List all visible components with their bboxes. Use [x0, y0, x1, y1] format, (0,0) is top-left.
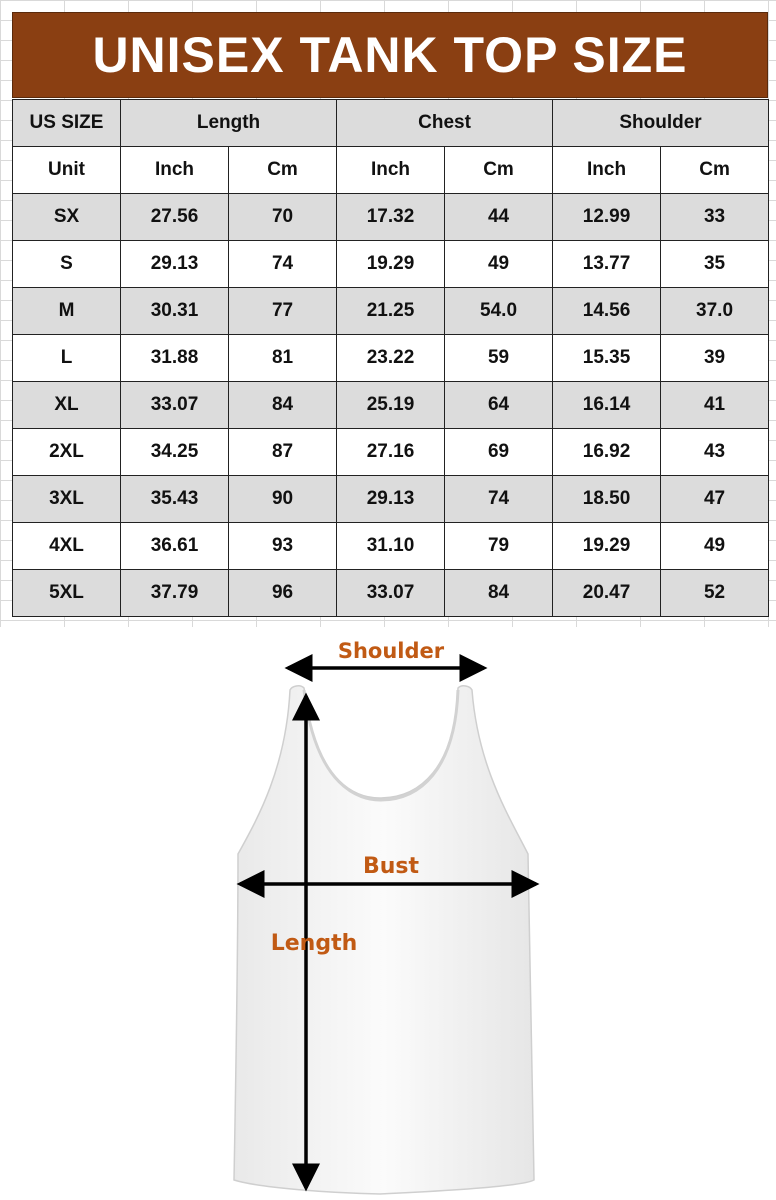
header-chest: Chest	[337, 100, 553, 147]
measurement-cell: 21.25	[337, 288, 445, 335]
measurement-cell: 84	[445, 570, 553, 617]
header-us-size: US SIZE	[13, 100, 121, 147]
unit-label: Unit	[13, 147, 121, 194]
measurement-cell: 49	[445, 241, 553, 288]
bust-label: Bust	[362, 854, 420, 879]
size-cell: 2XL	[13, 429, 121, 476]
measurement-cell: 69	[445, 429, 553, 476]
measurement-cell: 37.79	[121, 570, 229, 617]
size-cell: 3XL	[13, 476, 121, 523]
measurement-cell: 33.07	[121, 382, 229, 429]
table-row	[13, 429, 769, 476]
header-shoulder: Shoulder	[553, 100, 769, 147]
measurement-cell: 31.88	[121, 335, 229, 382]
measurement-cell: 64	[445, 382, 553, 429]
measurement-cell: 15.35	[553, 335, 661, 382]
measurement-cell: 19.29	[553, 523, 661, 570]
tank-top-diagram	[0, 628, 776, 1200]
measurement-cell: 31.10	[337, 523, 445, 570]
measurement-cell: 87	[229, 429, 337, 476]
unit-chest-cm: Cm	[445, 147, 553, 194]
measurement-cell: 35.43	[121, 476, 229, 523]
size-cell: 4XL	[13, 523, 121, 570]
length-label: Length	[270, 931, 358, 956]
measurement-cell: 13.77	[553, 241, 661, 288]
measurement-cell: 23.22	[337, 335, 445, 382]
table-row	[13, 288, 769, 335]
unit-length-cm: Cm	[229, 147, 337, 194]
table-row	[13, 570, 769, 617]
measurement-cell: 90	[229, 476, 337, 523]
measurement-cell: 27.16	[337, 429, 445, 476]
measurement-cell: 29.13	[121, 241, 229, 288]
measurement-cell: 70	[229, 194, 337, 241]
unit-chest-inch: Inch	[337, 147, 445, 194]
unit-shoulder-inch: Inch	[553, 147, 661, 194]
measurement-cell: 74	[229, 241, 337, 288]
measurement-cell: 49	[661, 523, 769, 570]
measurement-cell: 29.13	[337, 476, 445, 523]
measurement-cell: 12.99	[553, 194, 661, 241]
measurement-cell: 34.25	[121, 429, 229, 476]
measurement-cell: 14.56	[553, 288, 661, 335]
measurement-cell: 77	[229, 288, 337, 335]
measurement-cell: 41	[661, 382, 769, 429]
measurement-cell: 20.47	[553, 570, 661, 617]
measurement-cell: 43	[661, 429, 769, 476]
measurement-cell: 52	[661, 570, 769, 617]
size-rows	[13, 194, 769, 617]
table-unit-row	[13, 147, 769, 194]
measurement-cell: 79	[445, 523, 553, 570]
measurement-cell: 81	[229, 335, 337, 382]
table-row	[13, 194, 769, 241]
table-row	[13, 523, 769, 570]
unit-shoulder-cm: Cm	[661, 147, 769, 194]
table-row	[13, 335, 769, 382]
measurement-cell: 16.92	[553, 429, 661, 476]
table-row	[13, 476, 769, 523]
measurement-cell: 27.56	[121, 194, 229, 241]
size-cell: 5XL	[13, 570, 121, 617]
unit-length-inch: Inch	[121, 147, 229, 194]
measurement-cell: 19.29	[337, 241, 445, 288]
shoulder-label: Shoulder	[337, 639, 445, 663]
measurement-cell: 33.07	[337, 570, 445, 617]
size-cell: M	[13, 288, 121, 335]
size-cell: S	[13, 241, 121, 288]
measurement-cell: 44	[445, 194, 553, 241]
measurement-cell: 84	[229, 382, 337, 429]
measurement-cell: 17.32	[337, 194, 445, 241]
measurement-cell: 18.50	[553, 476, 661, 523]
page-title: UNISEX TANK TOP SIZE	[12, 12, 768, 98]
measurement-cell: 47	[661, 476, 769, 523]
measurement-cell: 54.0	[445, 288, 553, 335]
measurement-cell: 16.14	[553, 382, 661, 429]
measurement-cell: 25.19	[337, 382, 445, 429]
size-cell: L	[13, 335, 121, 382]
measurement-cell: 33	[661, 194, 769, 241]
size-cell: SX	[13, 194, 121, 241]
measurement-cell: 35	[661, 241, 769, 288]
table-row	[13, 241, 769, 288]
table-row	[13, 382, 769, 429]
measurement-cell: 37.0	[661, 288, 769, 335]
measurement-cell: 93	[229, 523, 337, 570]
measurement-cell: 59	[445, 335, 553, 382]
size-table	[12, 99, 769, 617]
size-cell: XL	[13, 382, 121, 429]
measurement-cell: 96	[229, 570, 337, 617]
table-header-row	[13, 100, 769, 147]
measurement-cell: 74	[445, 476, 553, 523]
measurement-cell: 39	[661, 335, 769, 382]
header-length: Length	[121, 100, 337, 147]
measurement-cell: 36.61	[121, 523, 229, 570]
measurement-cell: 30.31	[121, 288, 229, 335]
